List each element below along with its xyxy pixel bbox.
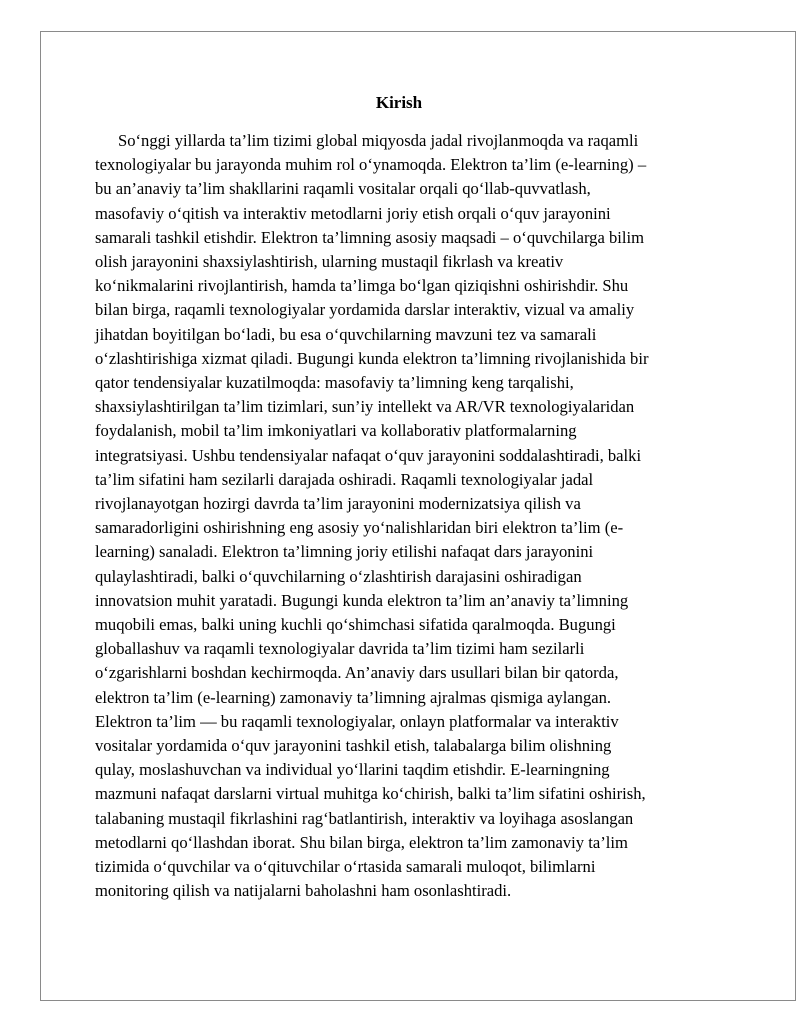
text-line: tizimida o‘quvchilar va o‘qituvchilar o‘rtasida samarali muloqot, bilimlarni [95,857,596,877]
text-line: qator tendensiyalar kuzatilmoqda: masofaviy ta’limning keng tarqalishi, [95,373,574,393]
text-line: rivojlanayotgan hozirgi davrda ta’lim jarayonini modernizatsiya qilish va [95,494,581,514]
text-line: talabaning mustaqil fikrlashini rag‘batlantirish, interaktiv va loyihaga asoslangan [95,808,634,828]
text-line: muqobili emas, balki uning kuchli qo‘shimchasi sifatida qaralmoqda. Bugungi [95,615,616,635]
text-line: bilan birga, raqamli texnologiyalar yordamida darslar interaktiv, vizual va amaliy [95,300,635,320]
text-line: vositalar yordamida o‘quv jarayonini tashkil etish, talabalarga bilim olishning [95,736,612,756]
text-line: elektron ta’lim (e-learning) zamonaviy ta’limning ajralmas qismiga aylangan. [95,687,612,707]
text-line: qulaylashtiradi, balki o‘quvchilarning o‘zlashtirish darajasini oshiradigan [95,566,582,586]
text-line: metodlarni qo‘llashdan iborat. Shu bilan birga, elektron ta’lim zamonaviy ta’lim [95,832,628,852]
text-line: samarali tashkil etishdir. Elektron ta’limning asosiy maqsadi – o‘quvchilarga bilim [95,227,645,247]
text-line: olish jarayonini shaxsiylashtirish, ularning mustaqil fikrlash va kreativ [95,252,564,272]
text-line: o‘zlashtirishiga xizmat qiladi. Bugungi kunda elektron ta’limning rivojlanishida bir [95,348,649,368]
body-paragraph [95,129,720,904]
text-line: qulay, moslashuvchan va individual yo‘llarini taqdim etishdir. E-learningning [95,760,610,780]
text-line: foydalanish, mobil ta’lim imkoniyatlari va kollaborativ platformalarning [95,421,577,441]
text-line: ko‘nikmalarini rivojlantirish, hamda ta’limga bo‘lgan qiziqishni oshirishdir. Shu [95,276,629,296]
text-line: So‘nggi yillarda ta’lim tizimi global miqyosda jadal rivojlanmoqda va raqamli [118,131,639,150]
text-line: jihatdan boyitilgan bo‘ladi, bu esa o‘quvchilarning mavzuni tez va samarali [95,324,597,344]
text-line: texnologiyalar bu jarayonda muhim rol o‘ynamoqda. Elektron ta’lim (e-learning) – [95,155,647,175]
text-line: integratsiyasi. Ushbu tendensiyalar nafaqat o‘quv jarayonini soddalashtiradi, balki [95,445,642,465]
text-line: mazmuni nafaqat darslarni virtual muhitga ko‘chirish, balki ta’lim sifatini oshirish, [95,784,646,804]
text-line: o‘zgarishlarni boshdan kechirmoqda. An’anaviy dars usullari bilan bir qatorda, [95,663,619,683]
text-line: Elektron ta’lim — bu raqamli texnologiyalar, onlayn platformalar va interaktiv [95,711,619,731]
text-line: ta’lim sifatini ham sezilarli darajada oshiradi. Raqamli texnologiyalar jadal [95,469,594,489]
text-line: masofaviy o‘qitish va interaktiv metodlarni joriy etish orqali o‘quv jarayonini [95,203,611,223]
text-line: samaradorligini oshirishning eng asosiy yo‘nalishlaridan biri elektron ta’lim (e- [95,518,624,538]
document-page [40,31,796,1001]
document-title: Kirish [375,93,423,112]
text-line: shaxsiylashtirilgan ta’lim tizimlari, sun’iy intellekt va AR/VR texnologiyalaridan [95,397,635,417]
text-line: learning) sanaladi. Elektron ta’limning joriy etilishi nafaqat dars jarayonini [95,542,594,562]
text-line: innovatsion muhit yaratadi. Bugungi kunda elektron ta’lim an’anaviy ta’limning [95,590,629,610]
text-line: monitoring qilish va natijalarni baholashni ham osonlashtiradi. [95,881,512,901]
text-line: globallashuv va raqamli texnologiyalar davrida ta’lim tizimi ham sezilarli [95,639,585,659]
text-line: bu an’anaviy ta’lim shakllarini raqamli vositalar orqali qo‘llab-quvvatlash, [95,179,591,199]
